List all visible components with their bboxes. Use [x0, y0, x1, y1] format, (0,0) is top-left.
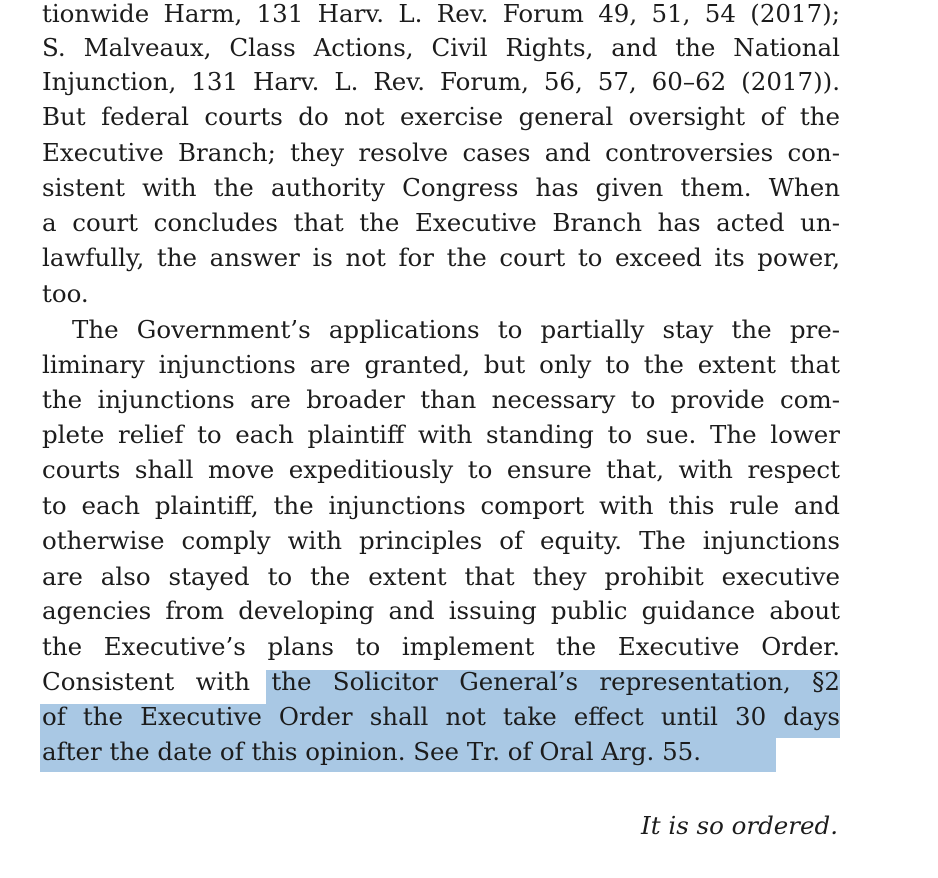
text-line: agencies from developing and issuing public guidance about [42, 596, 840, 625]
text-line: the injunctions are broader than necessary to provide com- [42, 385, 840, 414]
text-line: courts shall move expeditiously to ensure that, with respect [42, 455, 840, 484]
text-line: a court concludes that the Executive Branch has acted un- [42, 208, 840, 237]
text-line: otherwise comply with principles of equity. The injunctions [42, 526, 840, 555]
text-line: S. Malveaux, Class Actions, Civil Rights, and the National [42, 33, 840, 62]
text-line: plete relief to each plaintiff with standing to sue. The lower [42, 420, 840, 449]
text-line: Consistent with the Solicitor General’s representation, §2 [42, 667, 840, 696]
text-line: lawfully, the answer is not for the court to exceed its power, [42, 243, 840, 272]
closing-statement: It is so ordered. [641, 811, 838, 840]
text-line: tionwide Harm, 131 Harv. L. Rev. Forum 49, 51, 54 (2017); [42, 0, 840, 28]
text-line: too. [42, 279, 89, 308]
text-line: But federal courts do not exercise general oversight of the [42, 102, 840, 131]
text-line: are also stayed to the extent that they prohibit executive [42, 562, 840, 591]
text-line: to each plaintiff, the injunctions comport with this rule and [42, 491, 840, 520]
text-line: after the date of this opinion. See Tr. of Oral Arg. 55. [42, 737, 702, 766]
text-line: liminary injunctions are granted, but only to the extent that [42, 350, 840, 379]
text-line: of the Executive Order shall not take effect until 30 days [42, 702, 840, 731]
text-line: sistent with the authority Congress has given them. When [42, 173, 840, 202]
text-line: The Government’s applications to partially stay the pre- [72, 315, 840, 344]
text-line: the Executive’s plans to implement the Executive Order. [42, 632, 840, 661]
text-line: Executive Branch; they resolve cases and controversies con- [42, 138, 840, 167]
text-line: Injunction, 131 Harv. L. Rev. Forum, 56, 57, 60–62 (2017)). [42, 67, 840, 96]
